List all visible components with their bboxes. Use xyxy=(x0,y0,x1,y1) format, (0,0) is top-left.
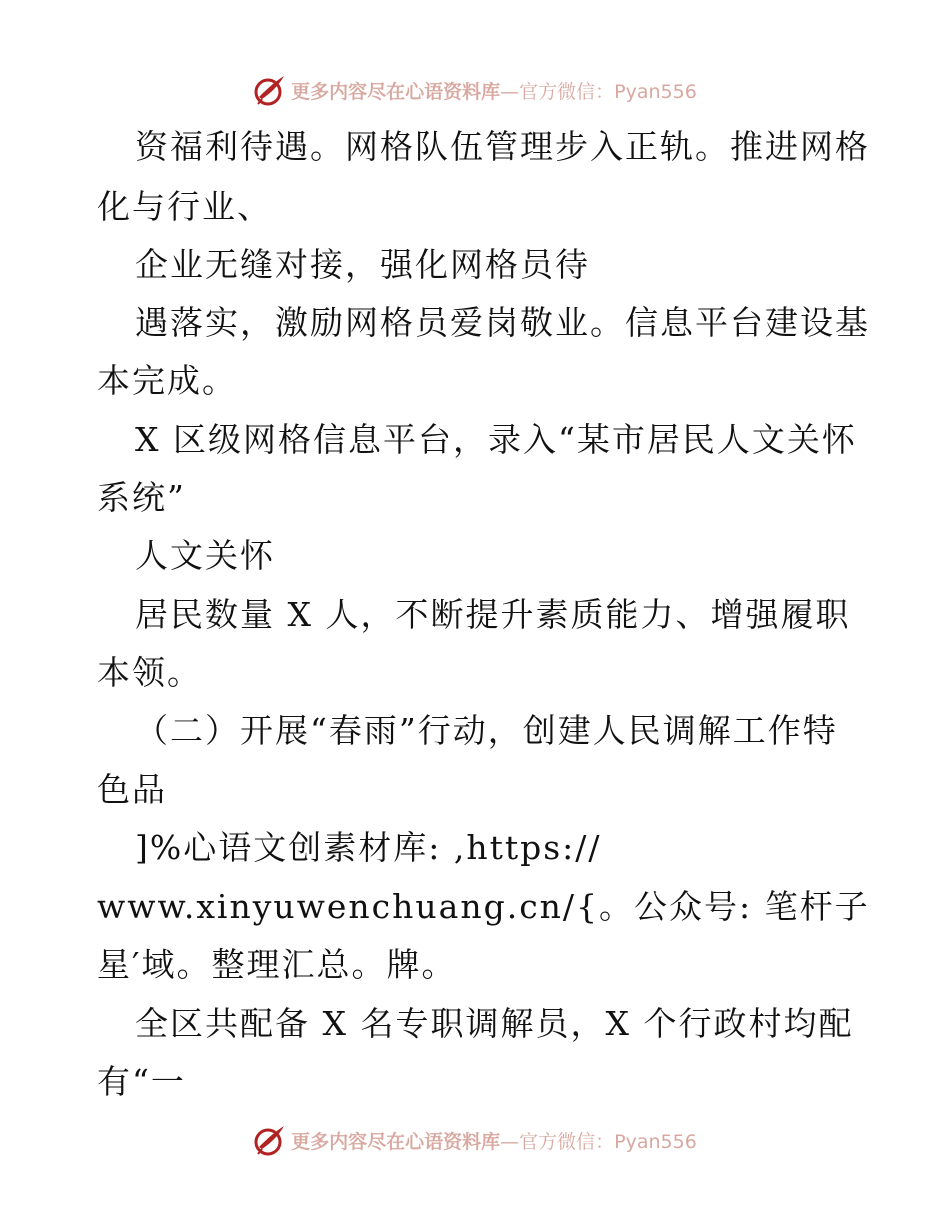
text-line: 居民数量 X 人，不断提升素质能力、增强履职 xyxy=(135,595,851,634)
text-line: 遇落实，激励网格员爱岗敬业。信息平台建设基 xyxy=(135,303,870,342)
watermark-text-rest: —官方微信：Pyan556 xyxy=(500,1130,697,1153)
text-line: 本领。 xyxy=(97,653,202,692)
watermark-text-bold: 更多内容尽在心语资料库 xyxy=(291,1130,501,1153)
text-line: 星′域。整理汇总。牌。 xyxy=(97,945,457,984)
text-line: www.xinyuwenchuang.cn/{。公众号: 笔杆子 xyxy=(97,887,870,926)
text-line: 化与行业、 xyxy=(97,187,272,226)
text-line: 系统” xyxy=(97,478,186,517)
text-line: 本完成。 xyxy=(97,361,237,400)
watermark-text-rest: —官方微信：Pyan556 xyxy=(500,80,697,103)
text-line: 全区共配备 X 名专职调解员，X 个行政村均配 xyxy=(135,1004,854,1043)
text-line: 资福利待遇。网格队伍管理步入正轨。推进网格 xyxy=(135,127,870,166)
watermark-text-bold: 更多内容尽在心语资料库 xyxy=(291,80,501,103)
quill-pen-logo-icon xyxy=(253,1123,287,1157)
text-line: 人文关怀 xyxy=(135,536,275,575)
text-line: 企业无缝对接，强化网格员待 xyxy=(135,245,590,284)
text-line: ]%心语文创素材库: ,https:// xyxy=(135,828,602,867)
text-line: （二）开展“春雨”行动，创建人民调解工作特 xyxy=(135,711,838,750)
footer-watermark-banner xyxy=(0,1120,950,1160)
text-line: 色品 xyxy=(97,770,167,809)
watermark-text xyxy=(291,1127,697,1154)
text-line: X 区级网格信息平台，录入“某市居民人文关怀 xyxy=(135,420,857,459)
text-line: 有“一 xyxy=(97,1062,186,1101)
